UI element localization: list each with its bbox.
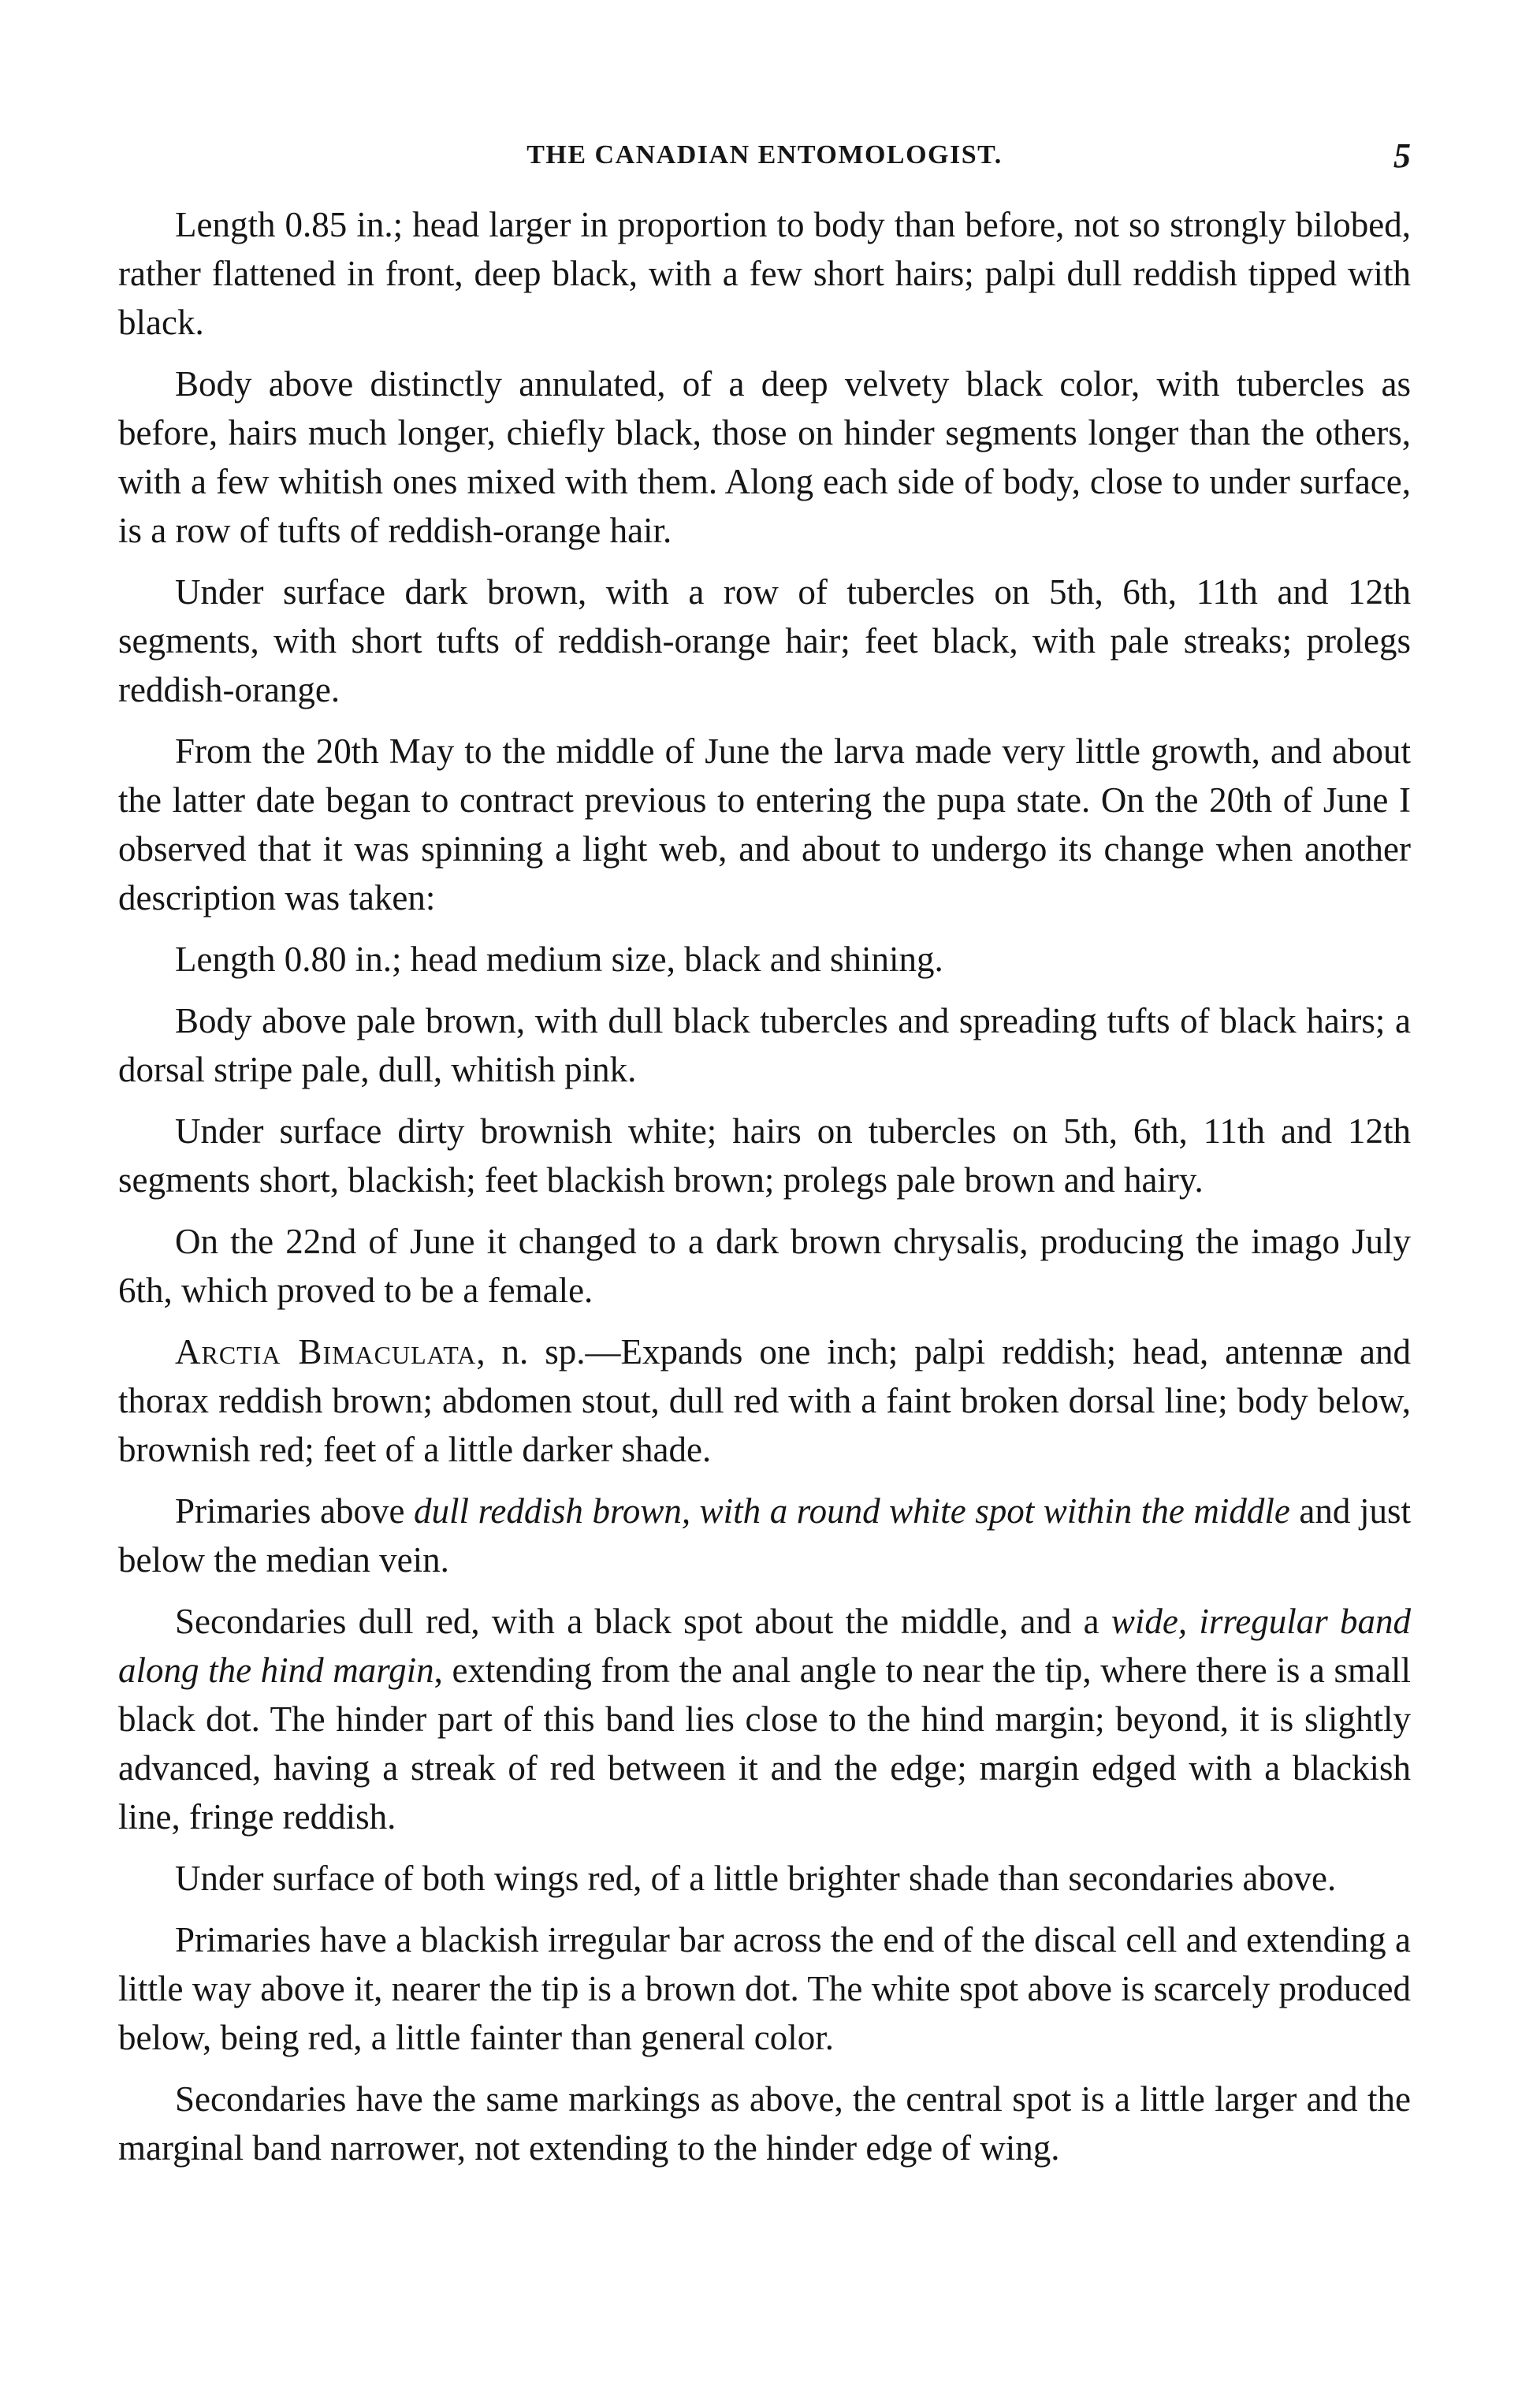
secondaries-above-italic: wide, irregular band along the hind margin [118, 1602, 1411, 1690]
paragraph-second-body-above: Body above pale brown, with dull black tubercles and spreading tufts of black hairs; a dorsal stripe pale, dull, whitish pink. [118, 1001, 1411, 1089]
species-name: Arctia Bimaculata [175, 1332, 477, 1371]
body-text [118, 200, 1411, 2172]
primaries-above-italic: dull reddish brown, with a round white spot within the middle [414, 1491, 1290, 1531]
secondaries-above-post: , extending from the anal angle to near the tip, where there is a small black dot. The hinder part of this band lies close to the hind margin; beyond, it is slightly advanced, having a streak of red between it and the edge; margin edged with a blackish line, fringe reddish. [118, 1651, 1411, 1837]
paragraph-larva-length: Length 0.85 in.; head larger in proportion to body than before, not so strongly bilobed, rather flattened in front, deep black, with a few short hairs; palpi dull reddish tipped with black. [118, 205, 1411, 342]
secondaries-above-pre: Secondaries dull red, with a black spot about the middle, and a [175, 1602, 1111, 1641]
species-description-text: , n. sp.—Expands one inch; palpi reddish; head, antennæ and thorax reddish brown; abdomen stout, dull red with a faint broken dorsal line; body below, brownish red; feet of a little darker shade. [118, 1332, 1411, 1469]
paragraph-primaries-below: Primaries have a blackish irregular bar across the end of the discal cell and extending a little way above it, nearer the tip is a brown dot. The white spot above is scarcely produced below, being red, a little fainter than general color. [118, 1920, 1411, 2057]
paragraph-under-surface-wings: Under surface of both wings red, of a little brighter shade than secondaries above. [175, 1859, 1337, 1898]
paragraph-primaries-above [118, 1487, 1411, 1584]
page-number: 5 [1393, 136, 1411, 175]
paragraph-growth-history: From the 20th May to the middle of June the larva made very little growth, and about the latter date began to contract previous to entering the pupa state. On the 20th of June I observed that it was spinning a light web, and about to undergo its change when another description was taken: [118, 731, 1411, 917]
paragraph-secondaries-above [118, 1597, 1411, 1841]
primaries-above-post: and just below the median vein. [118, 1491, 1411, 1580]
running-head: THE CANADIAN ENTOMOLOGIST. [526, 140, 1003, 169]
paragraph-secondaries-below: Secondaries have the same markings as above, the central spot is a little larger and the marginal band narrower, not extending to the hinder edge of wing. [118, 2079, 1411, 2168]
paragraph-second-under-surface: Under surface dirty brownish white; hairs on tubercles on 5th, 6th, 11th and 12th segments short, blackish; feet blackish brown; prolegs pale brown and hairy. [118, 1111, 1411, 1200]
primaries-above-pre: Primaries above [175, 1491, 415, 1531]
paragraph-chrysalis: On the 22nd of June it changed to a dark brown chrysalis, producing the imago July 6th, which proved to be a female. [118, 1222, 1411, 1310]
paragraph-larva-body-above: Body above distinctly annulated, of a deep velvety black color, with tubercles as before, hairs much longer, chiefly black, those on hinder segments longer than the others, with a few whitish ones mixed with them. Along each side of body, close to under surface, is a row of tufts of reddish-orange hair. [118, 364, 1411, 550]
paragraph-second-length: Length 0.80 in.; head medium size, black and shining. [175, 940, 943, 979]
paragraph-species-description [118, 1327, 1411, 1474]
document-page [118, 134, 1411, 2185]
paragraph-larva-under-surface: Under surface dark brown, with a row of tubercles on 5th, 6th, 11th and 12th segments, with short tufts of reddish-orange hair; feet black, with pale streaks; prolegs reddish-orange. [118, 572, 1411, 709]
page-header [118, 134, 1411, 181]
